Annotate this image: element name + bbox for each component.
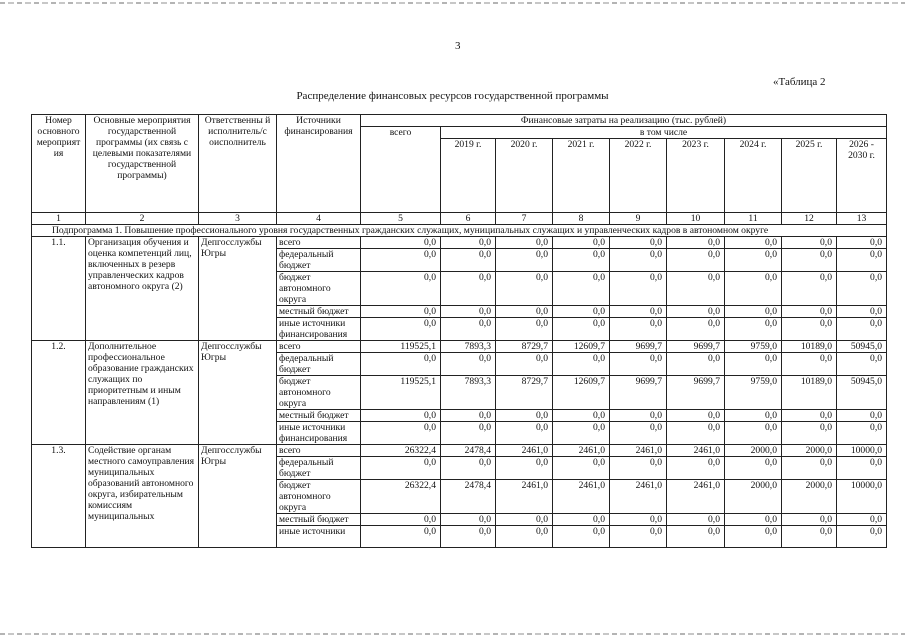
value-cell: 0,0	[361, 353, 441, 376]
header-year: 2025 г.	[782, 139, 837, 213]
funding-source: иные источники финансирования	[277, 318, 361, 341]
value-cell: 8729,7	[496, 341, 553, 353]
value-cell: 0,0	[667, 457, 725, 480]
measure-number: 1.2.	[32, 341, 86, 445]
subprogram-title: Подпрограмма 1. Повышение профессионального уровня государственных гражданских служащих, муниципальных служащих и управленческих кадров в автономном округе	[32, 225, 887, 237]
column-number: 4	[277, 213, 361, 225]
measure-name: Дополнительное профессиональное образование гражданских служащих по приоритетным и иным направлениям (1)	[86, 341, 199, 445]
value-cell: 2478,4	[441, 445, 496, 457]
value-cell: 0,0	[441, 514, 496, 526]
value-cell: 9759,0	[725, 376, 782, 410]
value-cell: 0,0	[553, 318, 610, 341]
value-cell: 0,0	[361, 237, 441, 249]
header-total: всего	[361, 127, 441, 213]
value-cell: 0,0	[496, 272, 553, 306]
funding-source: всего	[277, 341, 361, 353]
table-body	[32, 213, 887, 548]
value-cell: 0,0	[667, 422, 725, 445]
value-cell: 50945,0	[837, 341, 887, 353]
column-number: 9	[610, 213, 667, 225]
value-cell: 0,0	[610, 410, 667, 422]
value-cell: 0,0	[837, 526, 887, 548]
value-cell: 2461,0	[610, 480, 667, 514]
value-cell: 0,0	[837, 422, 887, 445]
value-cell: 0,0	[725, 422, 782, 445]
funding-source: бюджет автономного округа	[277, 272, 361, 306]
value-cell: 0,0	[667, 353, 725, 376]
subprogram-row	[32, 225, 887, 237]
value-cell: 0,0	[441, 422, 496, 445]
value-cell: 9699,7	[610, 376, 667, 410]
value-cell: 2461,0	[610, 445, 667, 457]
value-cell: 0,0	[441, 237, 496, 249]
value-cell: 0,0	[441, 526, 496, 548]
value-cell: 10000,0	[837, 480, 887, 514]
header-including: в том числе	[441, 127, 887, 139]
value-cell: 119525,1	[361, 341, 441, 353]
value-cell: 0,0	[837, 306, 887, 318]
funding-source: местный бюджет	[277, 306, 361, 318]
value-cell: 0,0	[782, 318, 837, 341]
measure-responsible: Депгосслужбы Югры	[199, 237, 277, 341]
funding-source: федеральный бюджет	[277, 249, 361, 272]
header-costs: Финансовые затраты на реализацию (тыс. рублей)	[361, 115, 887, 127]
value-cell: 2000,0	[725, 480, 782, 514]
value-cell: 0,0	[441, 318, 496, 341]
value-cell: 10000,0	[837, 445, 887, 457]
value-cell: 0,0	[441, 306, 496, 318]
value-cell: 0,0	[667, 249, 725, 272]
header-number: Номер основного мероприят ия	[32, 115, 86, 213]
value-cell: 0,0	[496, 514, 553, 526]
value-cell: 0,0	[667, 514, 725, 526]
value-cell: 0,0	[667, 306, 725, 318]
measure-number: 1.3.	[32, 445, 86, 548]
funding-source: федеральный бюджет	[277, 353, 361, 376]
table-row	[32, 341, 887, 353]
value-cell: 0,0	[610, 526, 667, 548]
value-cell: 2000,0	[725, 445, 782, 457]
value-cell: 0,0	[441, 410, 496, 422]
value-cell: 2461,0	[667, 480, 725, 514]
value-cell: 0,0	[837, 353, 887, 376]
value-cell: 9699,7	[610, 341, 667, 353]
header-year: 2024 г.	[725, 139, 782, 213]
value-cell: 0,0	[361, 526, 441, 548]
value-cell: 2000,0	[782, 445, 837, 457]
value-cell: 0,0	[361, 249, 441, 272]
value-cell: 0,0	[553, 410, 610, 422]
value-cell: 0,0	[782, 237, 837, 249]
funding-source: всего	[277, 237, 361, 249]
header-responsible: Ответственны й исполнитель/с оисполнитель	[199, 115, 277, 213]
scan-edge-top	[0, 2, 905, 4]
header-year: 2023 г.	[667, 139, 725, 213]
value-cell: 0,0	[610, 514, 667, 526]
value-cell: 2000,0	[782, 480, 837, 514]
value-cell: 0,0	[553, 237, 610, 249]
scan-edge-bottom	[0, 633, 905, 635]
value-cell: 0,0	[725, 410, 782, 422]
value-cell: 0,0	[782, 249, 837, 272]
value-cell: 119525,1	[361, 376, 441, 410]
value-cell: 0,0	[441, 272, 496, 306]
value-cell: 0,0	[361, 272, 441, 306]
value-cell: 0,0	[837, 410, 887, 422]
value-cell: 26322,4	[361, 480, 441, 514]
value-cell: 0,0	[837, 237, 887, 249]
value-cell: 8729,7	[496, 376, 553, 410]
value-cell: 2461,0	[553, 480, 610, 514]
column-number-row	[32, 213, 887, 225]
column-number: 12	[782, 213, 837, 225]
value-cell: 2461,0	[553, 445, 610, 457]
value-cell: 9699,7	[667, 341, 725, 353]
value-cell: 0,0	[667, 526, 725, 548]
column-number: 1	[32, 213, 86, 225]
value-cell: 0,0	[725, 318, 782, 341]
measure-responsible: Депгосслужбы Югры	[199, 341, 277, 445]
header-year: 2026 - 2030 г.	[837, 139, 887, 213]
value-cell: 0,0	[782, 353, 837, 376]
value-cell: 0,0	[441, 249, 496, 272]
value-cell: 0,0	[496, 457, 553, 480]
value-cell: 0,0	[725, 457, 782, 480]
value-cell: 0,0	[667, 410, 725, 422]
column-number: 10	[667, 213, 725, 225]
header-year: 2022 г.	[610, 139, 667, 213]
value-cell: 0,0	[837, 457, 887, 480]
value-cell: 0,0	[837, 272, 887, 306]
value-cell: 2461,0	[496, 480, 553, 514]
column-number: 3	[199, 213, 277, 225]
value-cell: 0,0	[361, 422, 441, 445]
value-cell: 0,0	[667, 318, 725, 341]
table-label: «Таблица 2	[773, 76, 826, 88]
value-cell: 0,0	[361, 514, 441, 526]
measure-name: Организация обучения и оценка компетенций лиц, включенных в резерв управленческих кадров автономного округа (2)	[86, 237, 199, 341]
value-cell: 0,0	[725, 526, 782, 548]
value-cell: 2461,0	[667, 445, 725, 457]
funding-source: иные источники финансирования	[277, 422, 361, 445]
value-cell: 0,0	[837, 318, 887, 341]
value-cell: 2461,0	[496, 445, 553, 457]
value-cell: 0,0	[667, 272, 725, 306]
column-number: 13	[837, 213, 887, 225]
funding-source: федеральный бюджет	[277, 457, 361, 480]
value-cell: 0,0	[361, 410, 441, 422]
value-cell: 0,0	[725, 272, 782, 306]
measure-responsible: Депгосслужбы Югры	[199, 445, 277, 548]
value-cell: 0,0	[496, 318, 553, 341]
value-cell: 0,0	[782, 526, 837, 548]
value-cell: 0,0	[782, 272, 837, 306]
value-cell: 0,0	[782, 457, 837, 480]
value-cell: 0,0	[553, 514, 610, 526]
value-cell: 7893,3	[441, 376, 496, 410]
header-activities: Основные мероприятия государственной программы (их связь с целевыми показателями государственной программы)	[86, 115, 199, 213]
value-cell: 0,0	[496, 422, 553, 445]
column-number: 7	[496, 213, 553, 225]
value-cell: 0,0	[496, 410, 553, 422]
value-cell: 0,0	[837, 514, 887, 526]
value-cell: 50945,0	[837, 376, 887, 410]
header-year: 2021 г.	[553, 139, 610, 213]
value-cell: 0,0	[496, 353, 553, 376]
funding-source: местный бюджет	[277, 514, 361, 526]
value-cell: 0,0	[610, 353, 667, 376]
value-cell: 0,0	[610, 457, 667, 480]
value-cell: 0,0	[553, 249, 610, 272]
value-cell: 0,0	[610, 306, 667, 318]
value-cell: 0,0	[782, 514, 837, 526]
funding-source: бюджет автономного округа	[277, 376, 361, 410]
column-number: 8	[553, 213, 610, 225]
value-cell: 0,0	[725, 306, 782, 318]
value-cell: 0,0	[610, 318, 667, 341]
value-cell: 12609,7	[553, 341, 610, 353]
value-cell: 0,0	[553, 526, 610, 548]
value-cell: 0,0	[610, 249, 667, 272]
value-cell: 0,0	[361, 306, 441, 318]
value-cell: 0,0	[725, 514, 782, 526]
value-cell: 9699,7	[667, 376, 725, 410]
measure-name: Содействие органам местного самоуправления муниципальных образований автономного округа, избирательным комиссиям муниципальных	[86, 445, 199, 548]
value-cell: 0,0	[496, 249, 553, 272]
column-number: 5	[361, 213, 441, 225]
table-title: Распределение финансовых ресурсов государственной программы	[296, 90, 609, 102]
value-cell: 0,0	[837, 249, 887, 272]
header-year: 2020 г.	[496, 139, 553, 213]
funding-source: местный бюджет	[277, 410, 361, 422]
measure-number: 1.1.	[32, 237, 86, 341]
funding-source: всего	[277, 445, 361, 457]
funding-source: бюджет автономного округа	[277, 480, 361, 514]
value-cell: 2478,4	[441, 480, 496, 514]
table-row	[32, 445, 887, 457]
value-cell: 0,0	[496, 526, 553, 548]
value-cell: 0,0	[725, 237, 782, 249]
value-cell: 0,0	[725, 353, 782, 376]
value-cell: 9759,0	[725, 341, 782, 353]
value-cell: 0,0	[782, 306, 837, 318]
value-cell: 0,0	[496, 306, 553, 318]
value-cell: 0,0	[441, 457, 496, 480]
value-cell: 0,0	[441, 353, 496, 376]
column-number: 2	[86, 213, 199, 225]
value-cell: 26322,4	[361, 445, 441, 457]
page-number: 3	[455, 40, 461, 52]
value-cell: 0,0	[782, 422, 837, 445]
header-sources: Источники финансирования	[277, 115, 361, 213]
value-cell: 7893,3	[441, 341, 496, 353]
value-cell: 0,0	[553, 353, 610, 376]
value-cell: 0,0	[496, 237, 553, 249]
column-number: 11	[725, 213, 782, 225]
value-cell: 10189,0	[782, 341, 837, 353]
value-cell: 0,0	[610, 422, 667, 445]
value-cell: 0,0	[361, 318, 441, 341]
value-cell: 10189,0	[782, 376, 837, 410]
value-cell: 0,0	[782, 410, 837, 422]
value-cell: 0,0	[553, 422, 610, 445]
finance-table	[31, 114, 887, 548]
value-cell: 0,0	[610, 272, 667, 306]
value-cell: 0,0	[361, 457, 441, 480]
value-cell: 0,0	[553, 272, 610, 306]
value-cell: 0,0	[725, 249, 782, 272]
value-cell: 0,0	[553, 457, 610, 480]
funding-source: иные источники	[277, 526, 361, 548]
table-row	[32, 237, 887, 249]
value-cell: 0,0	[553, 306, 610, 318]
header-year: 2019 г.	[441, 139, 496, 213]
value-cell: 0,0	[667, 237, 725, 249]
value-cell: 0,0	[610, 237, 667, 249]
value-cell: 12609,7	[553, 376, 610, 410]
column-number: 6	[441, 213, 496, 225]
